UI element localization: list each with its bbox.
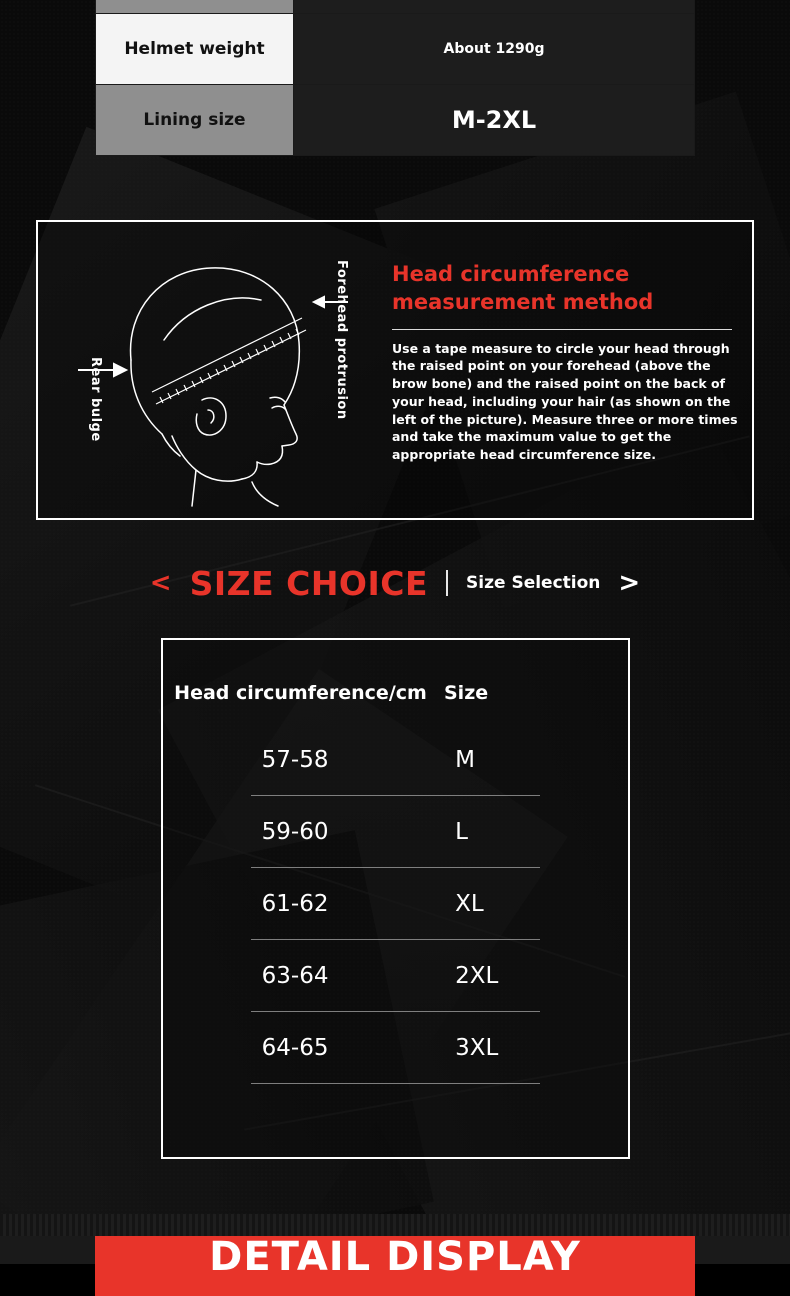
cell-circumference: 64-65: [261, 1035, 329, 1061]
detail-display-banner: [95, 1236, 695, 1296]
size-choice-heading: [0, 560, 790, 606]
spec-key-helmet-weight: Helmet weight: [96, 14, 294, 85]
label-forehead-protrusion: Forehead protrusion: [334, 260, 349, 420]
vertical-divider: [446, 570, 448, 596]
cell-circumference: 57-58: [261, 747, 329, 773]
size-choice-title: SIZE CHOICE: [189, 563, 429, 603]
divider: [392, 329, 732, 330]
table-row: [163, 940, 628, 1012]
spec-value-helmet-weight: About 1290g: [294, 14, 695, 85]
bottom-hatch-texture: [0, 1214, 790, 1236]
cell-size: L: [455, 819, 468, 845]
label-rear-bulge: Rear bulge: [88, 357, 103, 442]
table-row: [163, 724, 628, 796]
size-table: [161, 638, 630, 1159]
measurement-body: Use a tape measure to circle your head through the raised point on your forehead (above the brow bone) and the raised point on the back of your head, including your hair (as shown on the left of the picture). Measure three or more times and take the maximum value to get the appropriate head circumference size.: [392, 340, 738, 463]
cell-size: 3XL: [455, 1035, 499, 1061]
spec-value: [294, 0, 695, 14]
specification-table: [95, 0, 695, 156]
cell-size: XL: [455, 891, 484, 917]
table-row: [96, 14, 695, 85]
measurement-panel: [36, 220, 754, 520]
table-row: [163, 1012, 628, 1084]
table-row: [163, 796, 628, 868]
cell-size: M: [455, 747, 475, 773]
cell-size: 2XL: [455, 963, 499, 989]
size-table-header: [163, 640, 628, 724]
size-table-header-circumference: Head circumference/cm: [174, 682, 427, 704]
cell-circumference: 61-62: [261, 891, 329, 917]
spec-value-lining-size: M-2XL: [294, 85, 695, 156]
size-table-header-size: Size: [444, 682, 489, 704]
measurement-title: Head circumference measurement method: [392, 262, 654, 315]
chevron-left-icon: <: [149, 568, 172, 598]
cell-circumference: 63-64: [261, 963, 329, 989]
spec-key-lining-size: Lining size: [96, 85, 294, 156]
table-row: [96, 85, 695, 156]
spec-key: [96, 0, 294, 14]
table-row: [163, 868, 628, 940]
detail-display-label: DETAIL DISPLAY: [209, 1236, 581, 1280]
cell-circumference: 59-60: [261, 819, 329, 845]
size-selection-subtitle: Size Selection: [466, 573, 601, 593]
chevron-right-icon: >: [618, 568, 641, 598]
table-row: [96, 0, 695, 14]
measurement-text-block: [392, 260, 742, 464]
